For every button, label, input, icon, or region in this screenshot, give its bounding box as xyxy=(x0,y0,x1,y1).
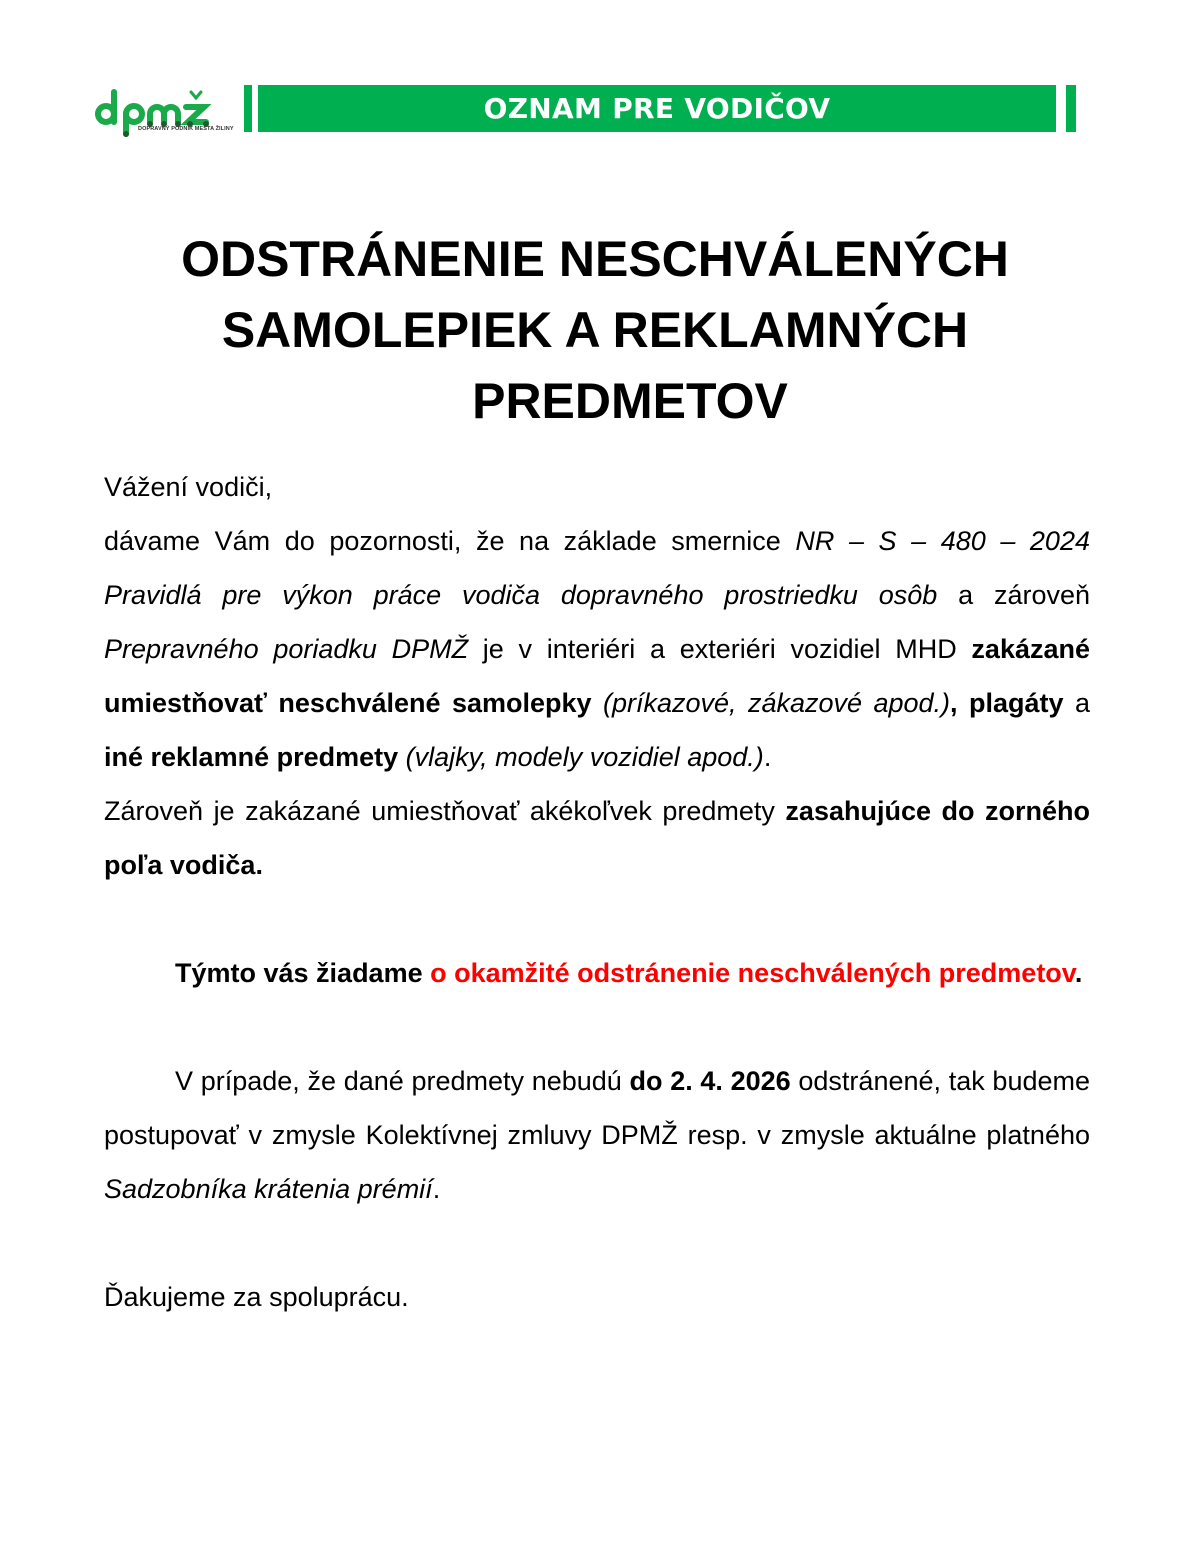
prohibition-advertising: iné reklamné predmety xyxy=(104,742,399,772)
text-run: Zároveň je zakázané umiestňovať akékoľvek predmety xyxy=(104,796,786,826)
text-run: je v interiéri a exteriéri vozidiel MHD xyxy=(468,634,972,664)
transport-rules-reference: Prepravného poriadku DPMŽ xyxy=(104,634,469,664)
text-run xyxy=(592,688,603,718)
text-run: . xyxy=(432,1174,441,1204)
text-run: V prípade, že dané predmety nebudú xyxy=(175,1066,630,1096)
text-run: . xyxy=(763,742,772,772)
title-line-2: SAMOLEPIEK A REKLAMNÝCH xyxy=(221,302,969,358)
advertising-examples: (vlajky, modely vozidiel apod.) xyxy=(405,742,764,772)
text-run xyxy=(398,742,406,772)
document-title xyxy=(100,224,1090,437)
paragraph-request xyxy=(104,946,1090,1000)
paragraph-deadline xyxy=(104,1054,1090,1216)
prohibition-posters: , plagáty xyxy=(950,688,1064,718)
spacer xyxy=(104,1216,1090,1270)
title-line-3: PREDMETOV xyxy=(472,373,788,429)
dpmz-logo xyxy=(94,84,234,140)
accent-bar-right xyxy=(1066,85,1076,132)
banner-title: OZNAM PRE VODIČOV xyxy=(483,92,831,125)
greeting: Vážení vodiči, xyxy=(104,472,273,502)
text-run: odstránené, tak budeme postupovať v zmysle Kolektívnej zmluvy DPMŽ resp. v zmysle aktuálne platného xyxy=(104,1066,1090,1150)
text-run: a xyxy=(1063,688,1090,718)
closing: Ďakujeme za spoluprácu. xyxy=(104,1282,409,1312)
text-run: a zároveň xyxy=(937,580,1091,610)
text-run: Týmto vás žiadame xyxy=(175,958,431,988)
prohibition-stickers: zakázané umiestňovať neschválené samolepky xyxy=(104,634,1090,718)
deadline-date: do 2. 4. 2026 xyxy=(629,1066,791,1096)
penalty-schedule-reference: Sadzobníka krátenia prémií xyxy=(104,1174,433,1204)
text-run: . xyxy=(1074,958,1083,988)
regulation-reference: NR – S – 480 – 2024 Pravidlá pre výkon práce vodiča dopravného prostriedku osôb xyxy=(104,526,1090,610)
removal-request-highlight: o okamžité odstránenie neschválených predmetov xyxy=(430,958,1075,988)
title-line-1: ODSTRÁNENIE NESCHVÁLENÝCH xyxy=(181,231,1009,287)
text-run: dávame Vám do pozornosti, že na základe smernice xyxy=(104,526,796,556)
spacer xyxy=(104,892,1090,946)
document-body xyxy=(104,460,1090,1324)
paragraph-field-of-view xyxy=(104,784,1090,892)
accent-bar-left xyxy=(244,85,252,132)
logo-tagline: DOPRAVNÝ PODNIK MESTA ŽILINY xyxy=(138,126,234,132)
field-of-view-warning: zasahujúce do zorného poľa vodiča. xyxy=(104,796,1090,880)
stickers-examples: (príkazové, zákazové apod.) xyxy=(602,688,951,718)
paragraph-regulation xyxy=(104,514,1090,784)
spacer xyxy=(104,1000,1090,1054)
header-banner xyxy=(258,85,1056,132)
